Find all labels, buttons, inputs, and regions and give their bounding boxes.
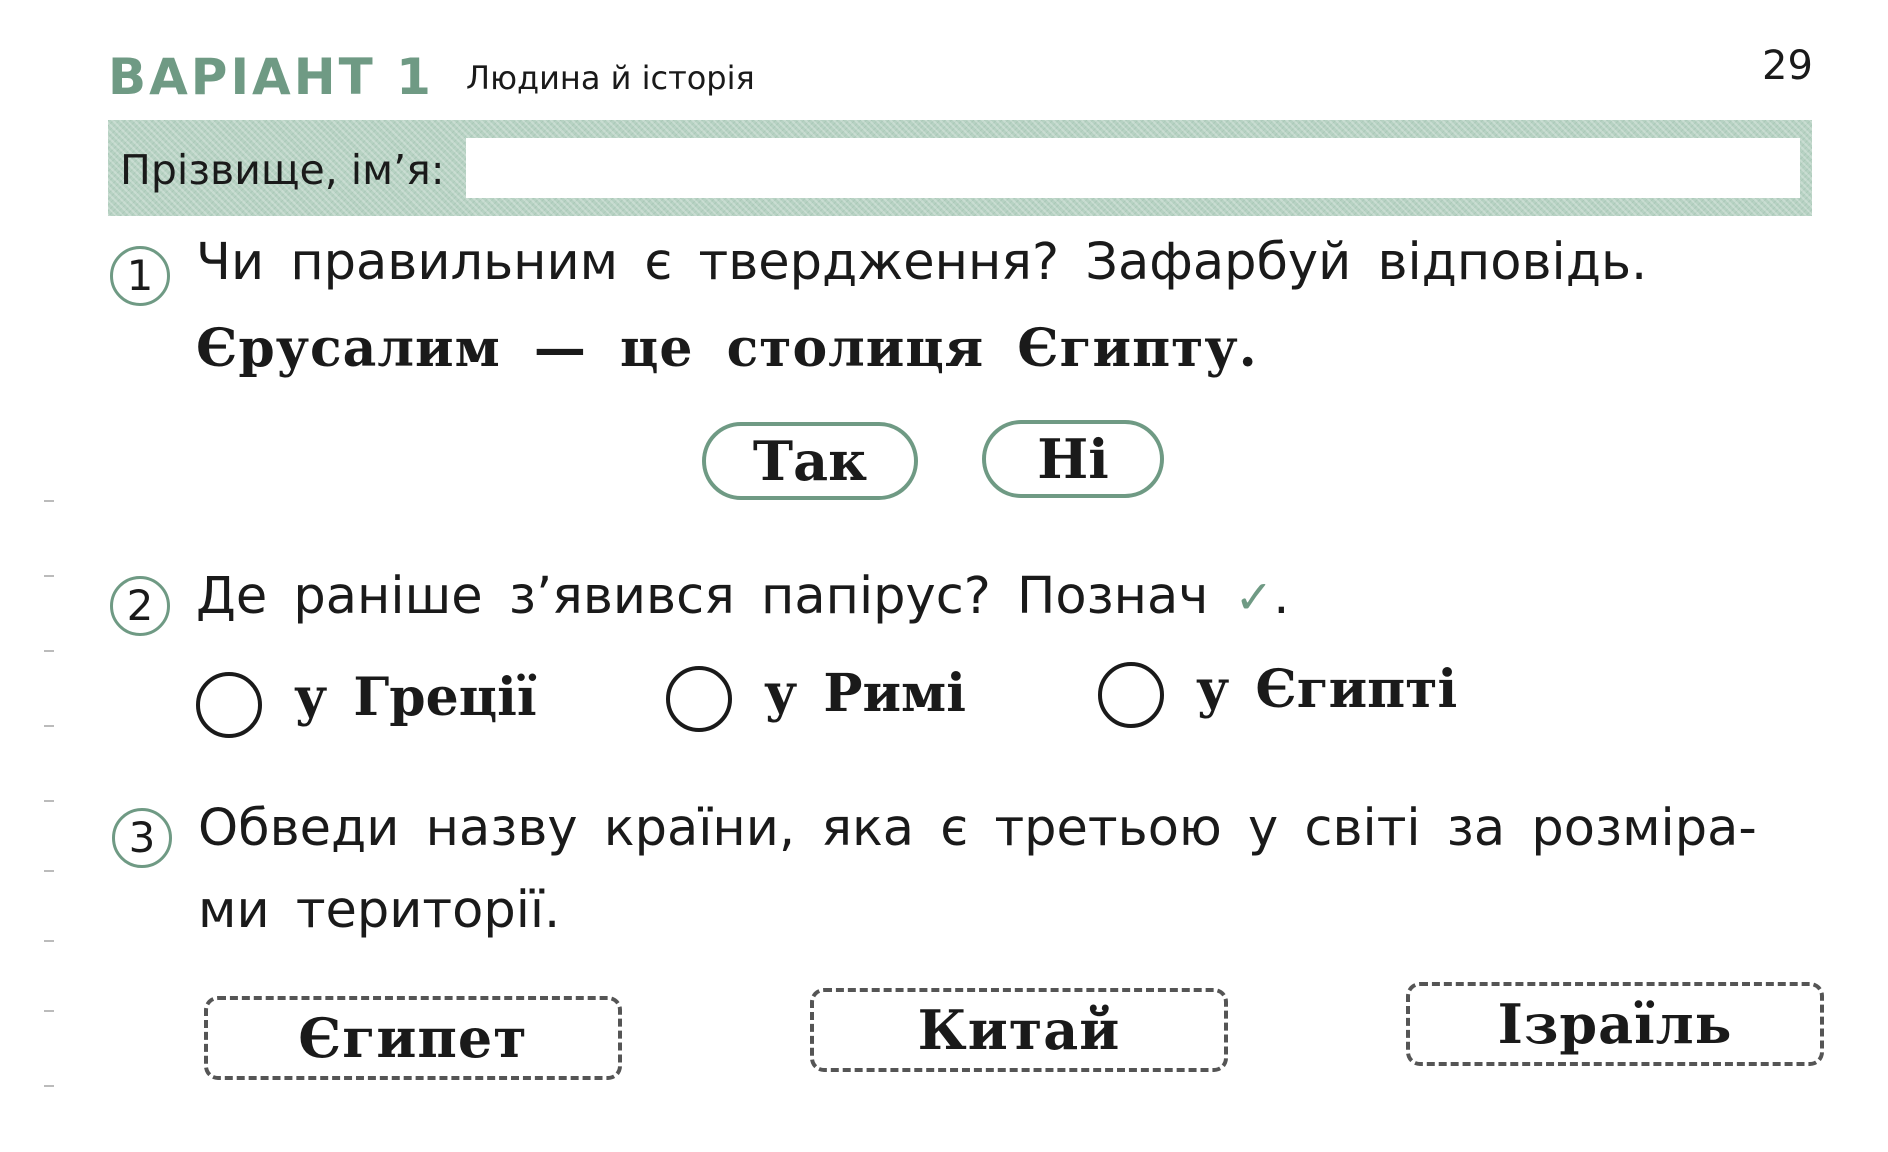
margin-tick xyxy=(44,650,54,652)
name-label: Прізвище, ім’я: xyxy=(120,146,445,194)
country-israel-box[interactable]: Ізраїль xyxy=(1406,982,1824,1066)
task3-line1: Обведи назву країни, яка є третьою у світі за розміра- xyxy=(198,799,1757,858)
task2-instruction: Де раніше з’явився папірус? Познач xyxy=(196,567,1209,626)
task3-number: 3 xyxy=(112,808,172,868)
option-greece-label: у Греції xyxy=(294,667,537,728)
radio-egypt[interactable] xyxy=(1098,662,1164,728)
task1-number: 1 xyxy=(110,246,170,306)
task2-instruction-line xyxy=(196,568,1289,627)
variant-title: ВАРІАНТ 1 xyxy=(108,48,434,106)
margin-tick xyxy=(44,575,54,577)
answer-yes-button[interactable]: Так xyxy=(702,422,918,500)
option-rome-label: у Римі xyxy=(764,663,966,724)
subject-title: Людина й історія xyxy=(466,59,755,97)
task1-statement: Єрусалим — це столиця Єгипту. xyxy=(196,318,1258,379)
answer-no-button[interactable]: Ні xyxy=(982,420,1164,498)
margin-tick xyxy=(44,1085,54,1087)
page-number: 29 xyxy=(1762,43,1813,89)
task1-instruction: Чи правильним є твердження? Зафарбуй відповідь. xyxy=(196,233,1648,292)
check-mark-icon: ✓ xyxy=(1234,570,1274,624)
margin-tick xyxy=(44,800,54,802)
radio-rome[interactable] xyxy=(666,666,732,732)
task3-line2: ми території. xyxy=(198,881,561,940)
option-egypt-label: у Єгипті xyxy=(1196,659,1458,720)
name-input[interactable] xyxy=(466,138,1800,198)
country-egypt-box[interactable]: Єгипет xyxy=(204,996,622,1080)
margin-tick xyxy=(44,940,54,942)
margin-tick xyxy=(44,725,54,727)
task2-number: 2 xyxy=(110,576,170,636)
task2-period: . xyxy=(1273,567,1290,626)
country-china-box[interactable]: Китай xyxy=(810,988,1228,1072)
margin-tick xyxy=(44,870,54,872)
margin-tick xyxy=(44,500,54,502)
radio-greece[interactable] xyxy=(196,672,262,738)
margin-tick xyxy=(44,1010,54,1012)
